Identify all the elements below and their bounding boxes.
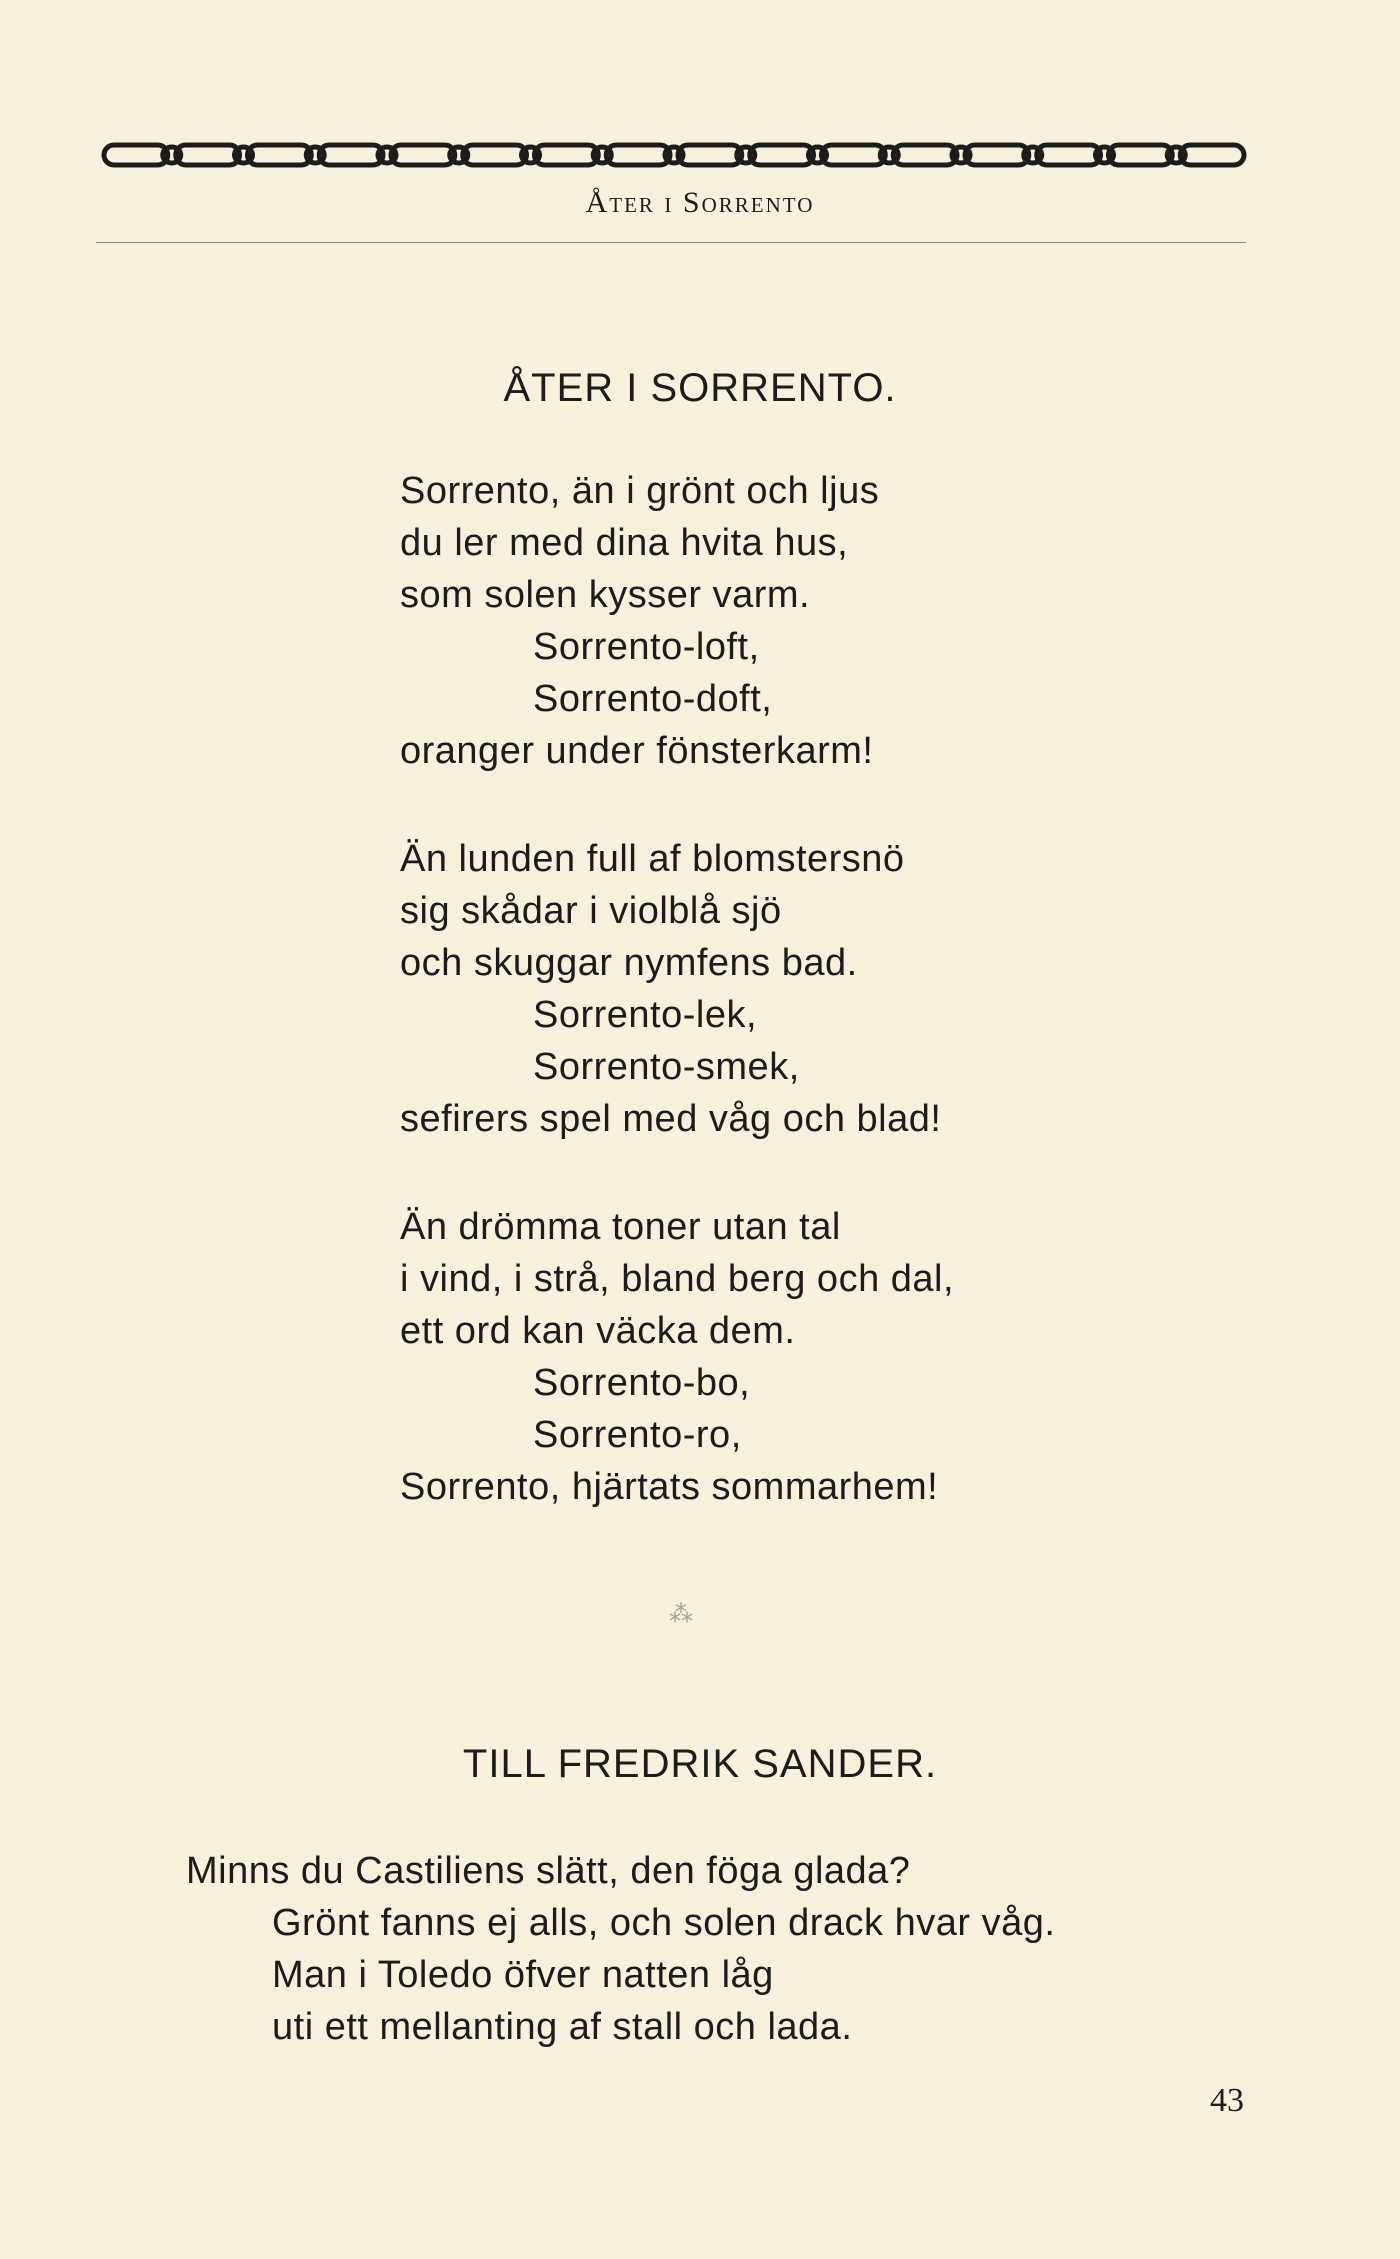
chain-link-icon <box>104 145 168 165</box>
poem-line: oranger under fönsterkarm! <box>400 730 874 772</box>
chain-link-icon <box>1180 145 1244 165</box>
chain-ornament-icon <box>100 138 1248 172</box>
poem-title-ater-i-sorrento: ÅTER I SORRENTO. <box>503 366 897 410</box>
poem-line: Man i Toledo öfver natten låg <box>272 1954 774 1996</box>
poem-line: Grönt fanns ej alls, och solen drack hvar våg. <box>272 1902 1056 1944</box>
poem-line: Än drömma toner utan tal <box>400 1206 841 1248</box>
page-number: 43 <box>1210 2082 1244 2119</box>
chain-link-icon <box>1109 145 1173 165</box>
poem-line: Sorrento-bo, <box>533 1362 751 1404</box>
poem-line: Sorrento, än i grönt och ljus <box>400 470 880 512</box>
chain-link-icon <box>248 145 312 165</box>
poem-line: Än lunden full af blomstersnö <box>400 838 905 880</box>
poem-line: uti ett mellanting af stall och lada. <box>272 2006 853 2048</box>
poem-line: Sorrento-loft, <box>533 626 760 668</box>
chain-link-icon <box>319 145 383 165</box>
asterism-separator: ⁂ <box>669 1601 731 1628</box>
poem-line: Sorrento, hjärtats sommarhem! <box>400 1466 939 1508</box>
poem-line: Sorrento-smek, <box>533 1046 800 1088</box>
chain-link-icon <box>678 145 742 165</box>
poem-line: sig skådar i violblå sjö <box>400 890 782 932</box>
chain-link-icon <box>463 145 527 165</box>
poem-line: Minns du Castiliens slätt, den föga glada? <box>186 1850 911 1892</box>
chain-link-icon <box>176 145 240 165</box>
poem-line: du ler med dina hvita hus, <box>400 522 849 564</box>
poem-line: Sorrento-doft, <box>533 678 773 720</box>
poem-line: sefirers spel med våg och blad! <box>400 1098 942 1140</box>
poem-line: Sorrento-ro, <box>533 1414 742 1456</box>
chain-link-icon <box>1037 145 1101 165</box>
header-rule <box>96 242 1246 243</box>
poem-line: som solen kysser varm. <box>400 574 811 616</box>
poem-line: ett ord kan väcka dem. <box>400 1310 796 1352</box>
poem-title-till-fredrik-sander: TILL FREDRIK SANDER. <box>462 1742 938 1786</box>
poem-line: i vind, i strå, bland berg och dal, <box>400 1258 955 1300</box>
chain-link-icon <box>750 145 814 165</box>
poem-line: Sorrento-lek, <box>533 994 758 1036</box>
chain-link-icon <box>822 145 886 165</box>
chain-link-icon <box>535 145 599 165</box>
running-head: Åter i Sorrento <box>585 186 815 219</box>
chain-link-icon <box>893 145 957 165</box>
chain-link-icon <box>965 145 1029 165</box>
chain-link-icon <box>391 145 455 165</box>
poem-line: och skuggar nymfens bad. <box>400 942 858 984</box>
chain-link-icon <box>606 145 670 165</box>
